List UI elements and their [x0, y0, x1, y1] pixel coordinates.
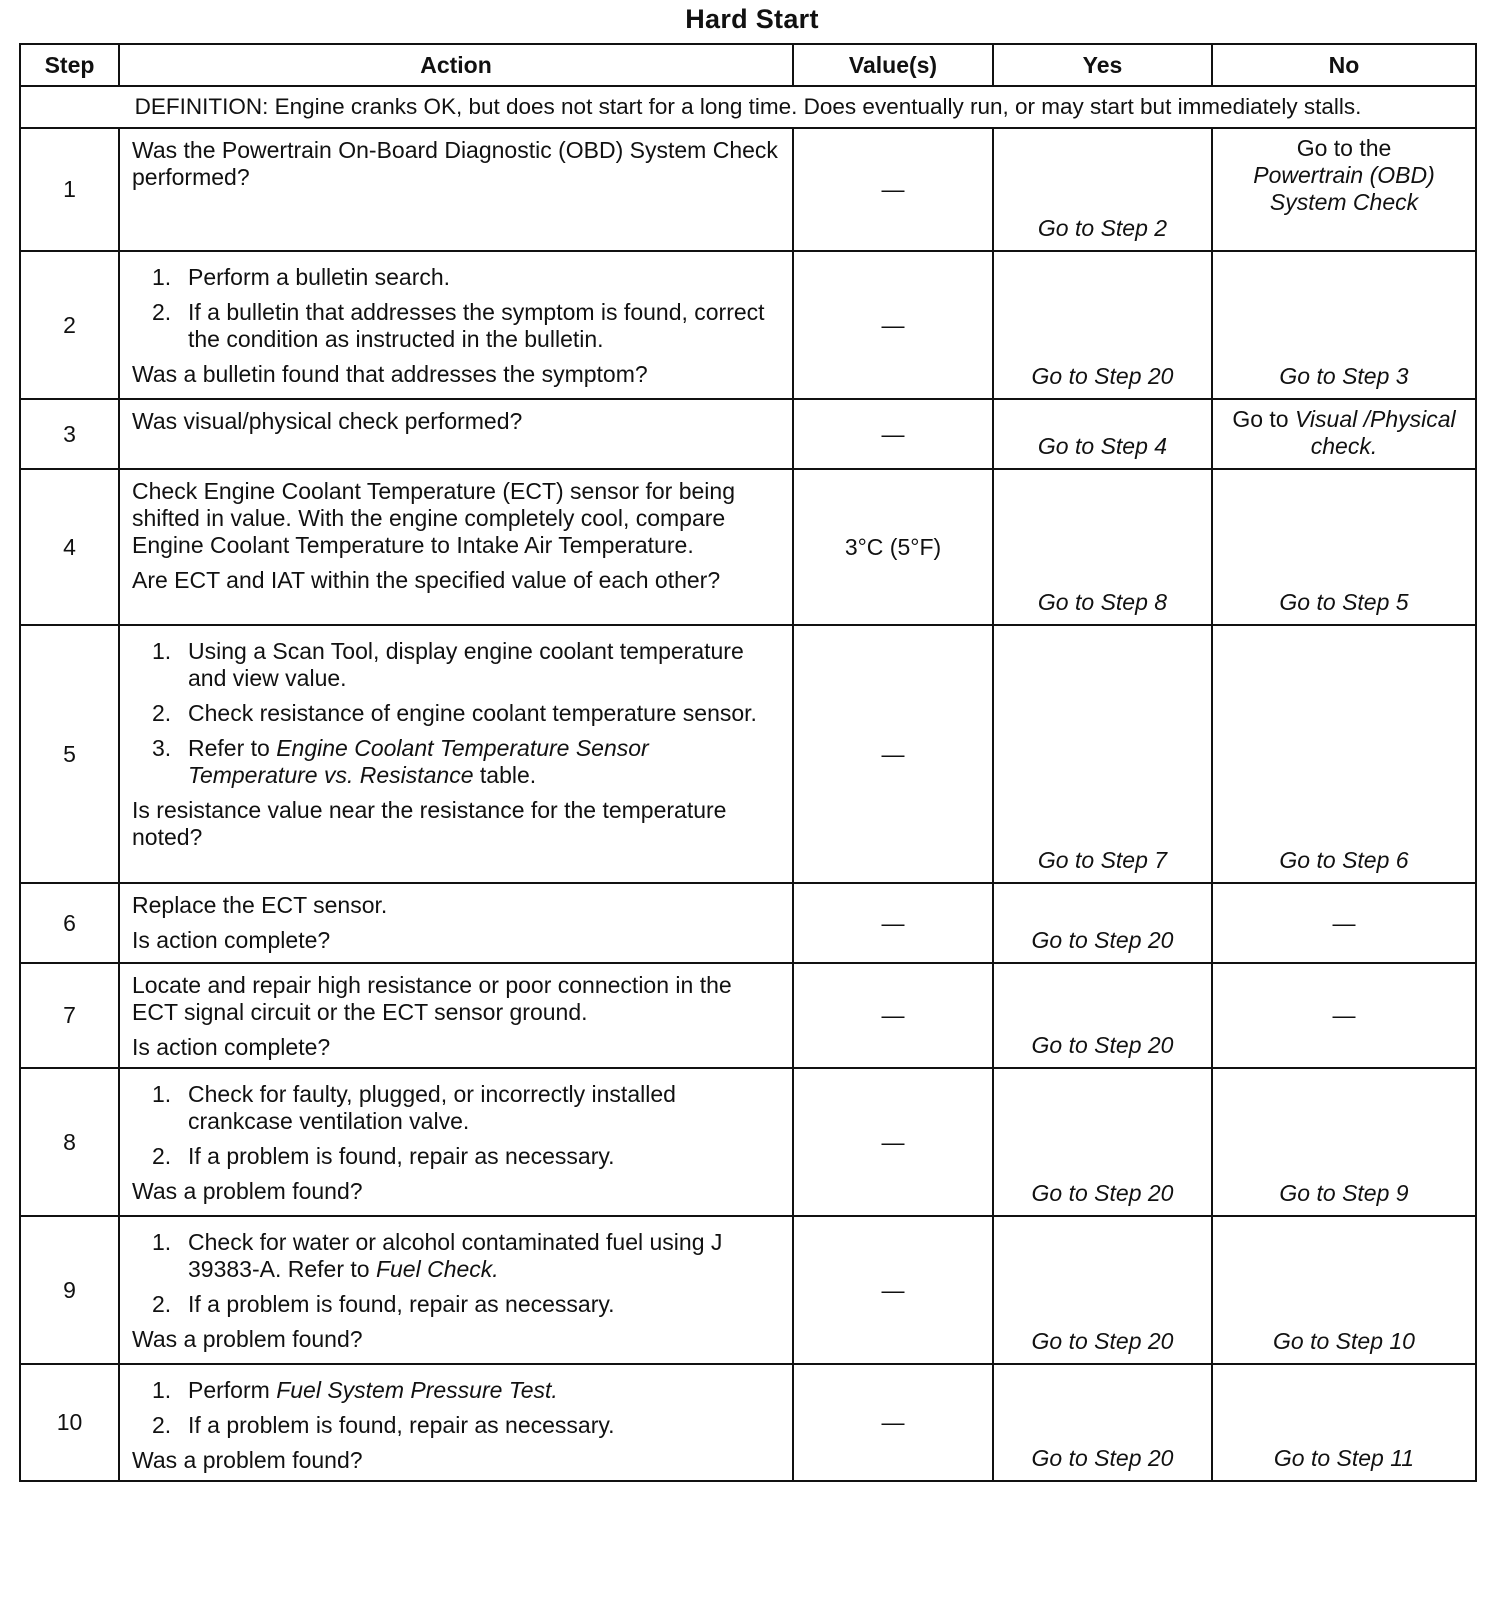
item-number: 1.	[152, 1377, 172, 1403]
item-text: Check for water or alcohol contaminated fuel using J 39383-A. Refer to	[188, 1229, 723, 1282]
table-row	[20, 625, 1476, 883]
item-number: 2.	[152, 1143, 172, 1169]
no-link[interactable]: Go to Step 11	[1212, 1364, 1476, 1481]
action-cell	[119, 469, 793, 625]
header-step: Step	[20, 44, 119, 86]
value-cell: —	[793, 883, 993, 963]
action-question: Was the Powertrain On-Board Diagnostic (OBD) System Check performed?	[132, 137, 778, 190]
action-question: Was a bulletin found that addresses the symptom?	[132, 361, 648, 387]
step-number: 3	[20, 399, 119, 469]
action-cell	[119, 625, 793, 883]
table-row	[20, 1068, 1476, 1216]
table-row	[20, 1364, 1476, 1481]
list-item	[132, 1081, 778, 1135]
action-instruction: Replace the ECT sensor.	[132, 892, 388, 918]
table-reference[interactable]: Engine Coolant Temperature Sensor Temperature vs. Resistance	[188, 735, 649, 788]
action-cell	[119, 128, 793, 251]
item-text: If a problem is found, repair as necessary.	[188, 1291, 615, 1317]
item-number: 1.	[152, 1081, 172, 1107]
action-question: Are ECT and IAT within the specified value of each other?	[132, 567, 721, 593]
step-number: 5	[20, 625, 119, 883]
list-item	[132, 735, 778, 789]
action-list	[132, 1229, 778, 1318]
table-row	[20, 469, 1476, 625]
no-link-target: Visual /Physical check.	[1295, 406, 1456, 459]
table-row	[20, 128, 1476, 251]
item-text: Check for faulty, plugged, or incorrectly installed crankcase ventilation valve.	[188, 1081, 676, 1134]
table-row	[20, 251, 1476, 399]
list-item	[132, 1143, 778, 1170]
value-cell: —	[793, 1068, 993, 1216]
action-cell	[119, 883, 793, 963]
action-question: Was visual/physical check performed?	[132, 408, 523, 434]
no-link[interactable]	[1212, 128, 1476, 251]
page-title: Hard Start	[685, 4, 819, 34]
action-cell	[119, 963, 793, 1068]
table-row	[20, 963, 1476, 1068]
action-cell	[119, 399, 793, 469]
item-number: 2.	[152, 1412, 172, 1438]
list-item	[132, 1229, 778, 1283]
header-action: Action	[119, 44, 793, 86]
action-cell	[119, 1364, 793, 1481]
item-text: If a bulletin that addresses the symptom is found, correct the condition as instructed in the bulletin.	[188, 299, 765, 352]
list-item	[132, 700, 778, 727]
item-number: 1.	[152, 638, 172, 664]
value-cell: —	[793, 625, 993, 883]
yes-link[interactable]: Go to Step 20	[993, 1364, 1212, 1481]
action-list	[132, 1081, 778, 1170]
action-list	[132, 638, 778, 789]
step-number: 2	[20, 251, 119, 399]
step-number: 8	[20, 1068, 119, 1216]
step-number: 9	[20, 1216, 119, 1364]
action-cell	[119, 251, 793, 399]
no-link-prefix: Go to	[1232, 406, 1289, 432]
no-link[interactable]: Go to Step 3	[1212, 251, 1476, 399]
no-link[interactable]: Go to Step 10	[1212, 1216, 1476, 1364]
step-number: 10	[20, 1364, 119, 1481]
header-row	[20, 44, 1476, 86]
action-question: Was a problem found?	[132, 1447, 363, 1473]
pressure-test-reference[interactable]: Fuel System Pressure Test.	[276, 1377, 558, 1403]
step-number: 6	[20, 883, 119, 963]
action-cell	[119, 1216, 793, 1364]
yes-link[interactable]: Go to Step 8	[993, 469, 1212, 625]
header-yes: Yes	[993, 44, 1212, 86]
header-no: No	[1212, 44, 1476, 86]
step-number: 4	[20, 469, 119, 625]
definition-row	[20, 86, 1476, 128]
list-item	[132, 1412, 778, 1439]
item-text: Using a Scan Tool, display engine coolant temperature and view value.	[188, 638, 744, 691]
action-question: Is action complete?	[132, 927, 331, 953]
item-text: If a problem is found, repair as necessary.	[188, 1143, 615, 1169]
table-row	[20, 399, 1476, 469]
list-item	[132, 1291, 778, 1318]
fuel-check-reference[interactable]: Fuel Check.	[375, 1256, 499, 1282]
item-text: Refer to	[188, 735, 270, 761]
table-row	[20, 1216, 1476, 1364]
no-link-prefix: Go to the	[1296, 135, 1392, 161]
item-number: 1.	[152, 264, 172, 290]
no-link[interactable]: Go to Step 6	[1212, 625, 1476, 883]
action-question: Was a problem found?	[132, 1326, 363, 1352]
table-row	[20, 883, 1476, 963]
yes-link[interactable]: Go to Step 20	[993, 1068, 1212, 1216]
yes-link[interactable]: Go to Step 4	[993, 399, 1212, 469]
action-list	[132, 264, 778, 353]
step-number: 7	[20, 963, 119, 1068]
no-value: —	[1212, 883, 1476, 963]
list-item	[132, 264, 778, 291]
item-text: If a problem is found, repair as necessary.	[188, 1412, 615, 1438]
item-number: 2.	[152, 700, 172, 726]
item-text: table.	[479, 762, 537, 788]
list-item	[132, 638, 778, 692]
list-item	[132, 299, 778, 353]
item-number: 2.	[152, 1291, 172, 1317]
action-list	[132, 1377, 778, 1439]
no-link-target: Powertrain (OBD) System Check	[1253, 162, 1435, 215]
action-question: Is action complete?	[132, 1034, 331, 1060]
item-number: 2.	[152, 299, 172, 325]
yes-link[interactable]: Go to Step 7	[993, 625, 1212, 883]
definition-text: DEFINITION: Engine cranks OK, but does not start for a long time. Does eventually run, or may start but immediately stalls.	[20, 86, 1476, 128]
yes-link[interactable]: Go to Step 20	[993, 883, 1212, 963]
header-values: Value(s)	[793, 44, 993, 86]
yes-link[interactable]: Go to Step 20	[993, 1216, 1212, 1364]
value-cell: —	[793, 1216, 993, 1364]
value-cell: —	[793, 251, 993, 399]
yes-link[interactable]: Go to Step 20	[993, 251, 1212, 399]
step-number: 1	[20, 128, 119, 251]
no-link[interactable]	[1212, 399, 1476, 469]
item-text: Perform a bulletin search.	[188, 264, 451, 290]
diagnostic-table	[19, 43, 1477, 1482]
yes-link[interactable]: Go to Step 2	[993, 128, 1212, 251]
action-cell	[119, 1068, 793, 1216]
value-cell: —	[793, 128, 993, 251]
item-text: Perform	[188, 1377, 270, 1403]
no-link[interactable]: Go to Step 5	[1212, 469, 1476, 625]
list-item	[132, 1377, 778, 1404]
action-instruction: Locate and repair high resistance or poor connection in the ECT signal circuit or the ECT sensor ground.	[132, 972, 732, 1025]
action-question: Was a problem found?	[132, 1178, 363, 1204]
value-cell: —	[793, 1364, 993, 1481]
value-cell: 3°C (5°F)	[793, 469, 993, 625]
action-instruction: Check Engine Coolant Temperature (ECT) sensor for being shifted in value. With the engine completely cool, compare Engine Coolant Temperature to Intake Air Temperature.	[132, 478, 735, 558]
no-value: —	[1212, 963, 1476, 1068]
yes-link[interactable]: Go to Step 20	[993, 963, 1212, 1068]
no-link[interactable]: Go to Step 9	[1212, 1068, 1476, 1216]
value-cell: —	[793, 963, 993, 1068]
item-number: 1.	[152, 1229, 172, 1255]
action-question: Is resistance value near the resistance for the temperature noted?	[132, 797, 727, 850]
item-text: Check resistance of engine coolant temperature sensor.	[188, 700, 757, 726]
value-cell: —	[793, 399, 993, 469]
item-number: 3.	[152, 735, 172, 761]
